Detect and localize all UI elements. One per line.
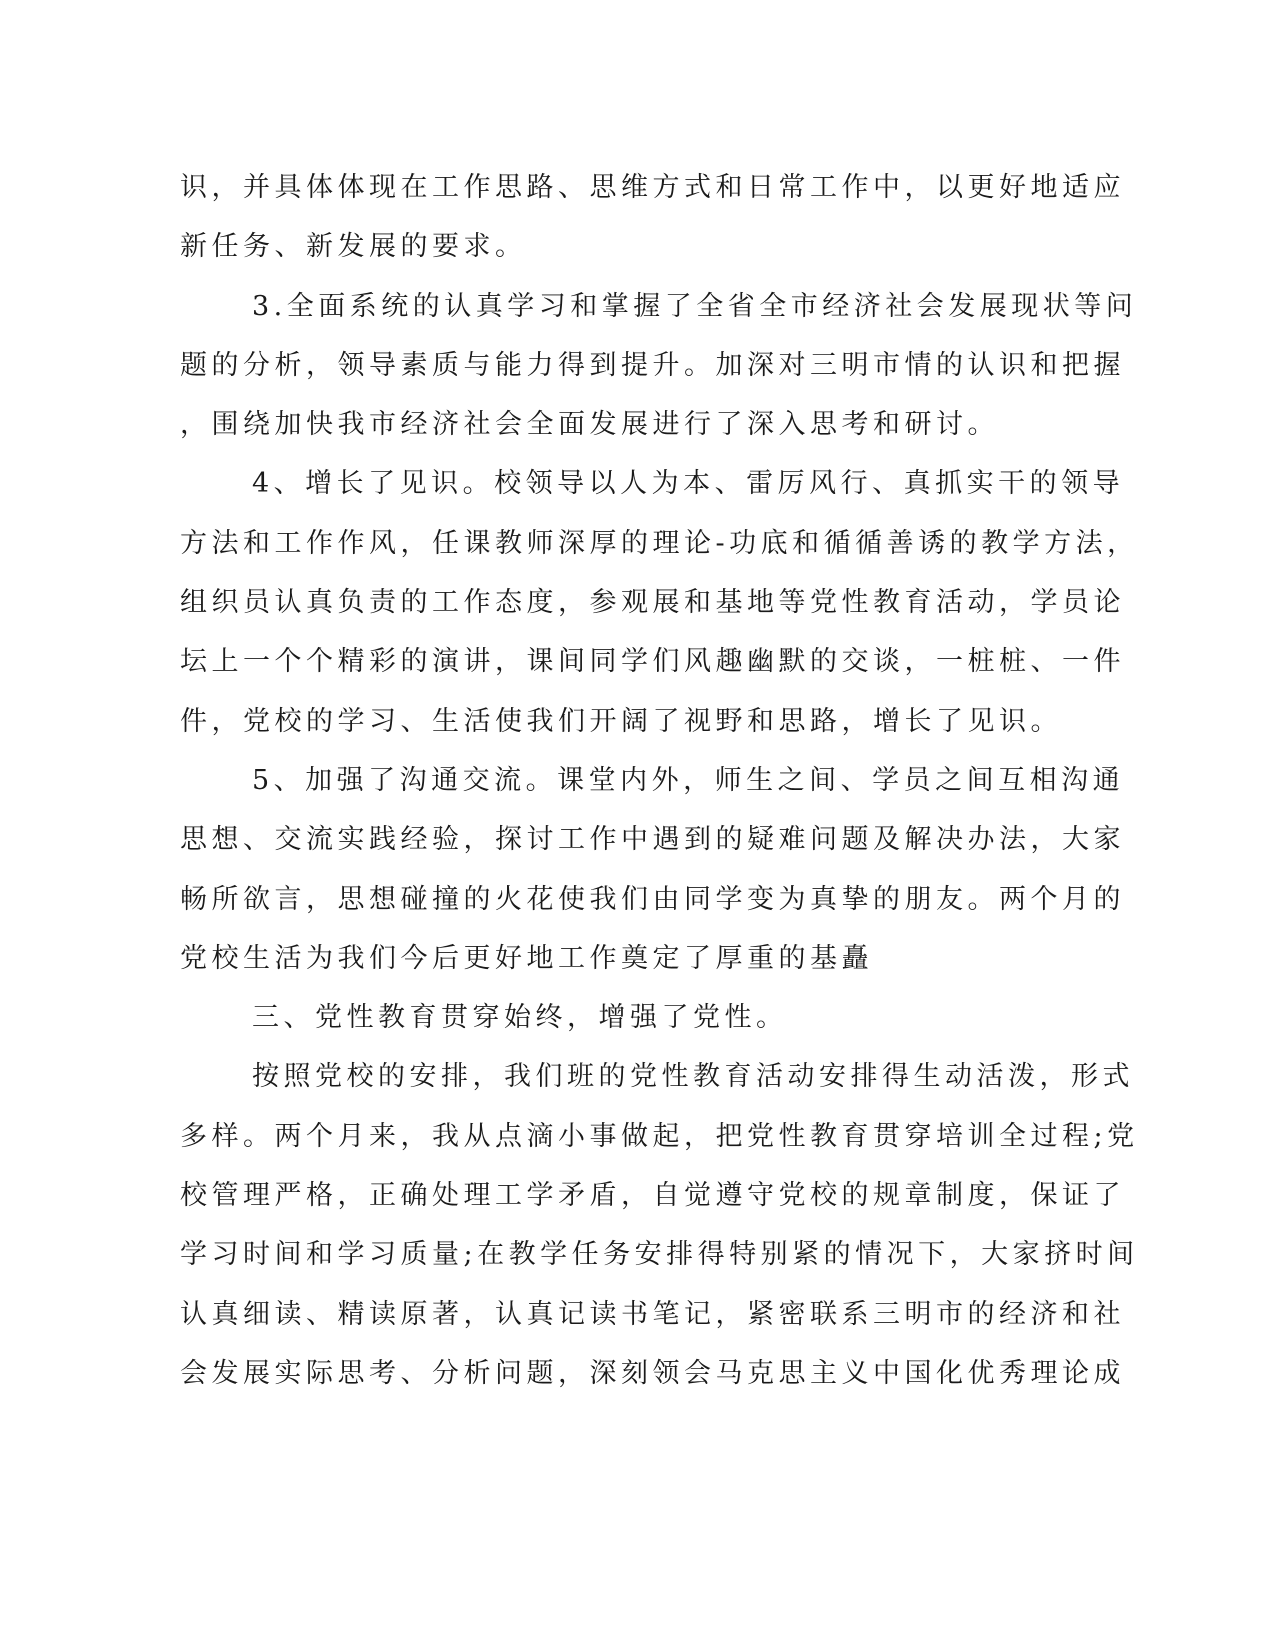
section-heading: 三、党性教育贯穿始终，增强了党性。 xyxy=(252,1002,788,1034)
text-line: 新任务、新发展的要求。 xyxy=(180,231,527,263)
text-line: 学习时间和学习质量;在教学任务安排得特别紧的情况下，大家挤时间 xyxy=(180,1239,1139,1271)
paragraph-start-line: 按照党校的安排，我们班的党性教育活动安排得生动活泼，形式 xyxy=(252,1061,1134,1093)
text-line: 党校生活为我们今后更好地工作奠定了厚重的基矗 xyxy=(180,942,873,974)
text-line: 思想、交流实践经验，探讨工作中遇到的疑难问题及解决办法，大家 xyxy=(180,824,1125,856)
paragraph-start-line: 4、增长了见识。校领导以人为本、雷厉风行、真抓实干的领导 xyxy=(252,468,1125,500)
text-line: 会发展实际思考、分析问题，深刻领会马克思主义中国化优秀理论成 xyxy=(180,1357,1125,1389)
text-line: 件，党校的学习、生活使我们开阔了视野和思路，增长了见识。 xyxy=(180,705,1062,737)
text-line: 识，并具体体现在工作思路、思维方式和日常工作中，以更好地适应 xyxy=(180,172,1125,203)
text-line: 组织员认真负责的工作态度，参观展和基地等党性教育活动，学员论 xyxy=(180,587,1125,619)
text-line: 多样。两个月来，我从点滴小事做起，把党性教育贯穿培训全过程;党 xyxy=(180,1120,1139,1152)
text-line: 方法和工作作风，任课教师深厚的理论-功底和循循善诱的教学方法， xyxy=(180,527,1139,559)
paragraph-start-line: 3.全面系统的认真学习和掌握了全省全市经济社会发展现状等问 xyxy=(252,290,1138,322)
text-line: 认真细读、精读原著，认真记读书笔记，紧密联系三明市的经济和社 xyxy=(180,1298,1125,1330)
paragraph-start-line: 5、加强了沟通交流。课堂内外，师生之间、学员之间互相沟通 xyxy=(252,764,1125,796)
text-line: 校管理严格，正确处理工学矛盾，自觉遵守党校的规章制度，保证了 xyxy=(180,1180,1125,1212)
text-line: ，围绕加快我市经济社会全面发展进行了深入思考和研讨。 xyxy=(180,409,999,441)
text-line: 题的分析，领导素质与能力得到提升。加深对三明市情的认识和把握 xyxy=(180,349,1125,381)
document-body xyxy=(180,158,1139,1403)
text-line: 坛上一个个精彩的演讲，课间同学们风趣幽默的交谈，一桩桩、一件 xyxy=(180,646,1125,678)
text-line: 畅所欲言，思想碰撞的火花使我们由同学变为真挚的朋友。两个月的 xyxy=(180,883,1125,915)
